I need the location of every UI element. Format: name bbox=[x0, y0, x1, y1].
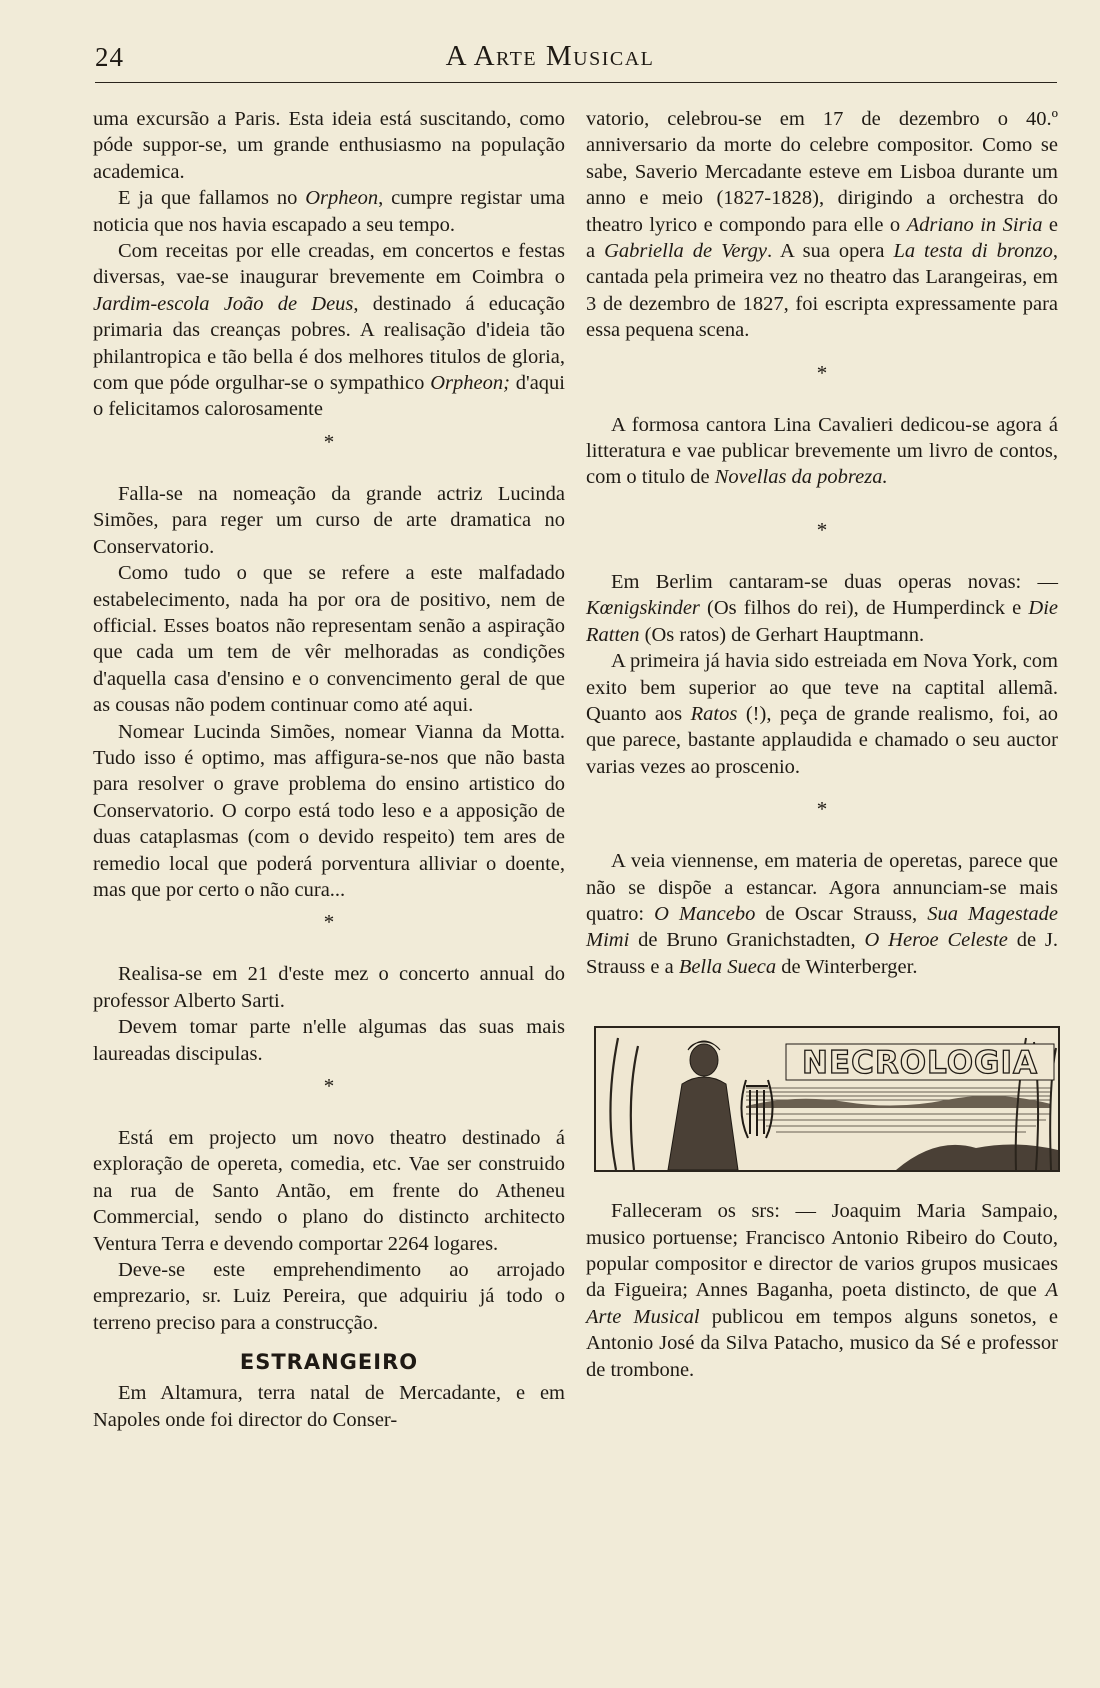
paragraph: E ja que fallamos no Orpheon, cumpre registar uma noticia que nos havia escapado a seu tempo. bbox=[93, 187, 565, 236]
paragraph: Com receitas por elle creadas, em concertos e festas diversas, vae-se inaugurar brevemente em Coimbra o Jardim-escola João de Deus, destinado á educação primaria das creanças pobres. A realisação d'ideia tão philantropica e tão bella é dos melhores titulos de gloria, com que póde orgulhar-se o sympathico Orpheon; d'aqui o felicitamos calorosamente bbox=[93, 240, 565, 421]
paragraph: A veia viennense, em materia de operetas, parece que não se dispõe a estancar. Agora annunciam-se mais quatro: O Mancebo de Oscar Strauss, Sua Magestade Mimi de Bruno Granichstadten, O Heroe Celeste de J. Strauss e a Bella Sueca de Winterberger. bbox=[586, 850, 1058, 978]
header-rule bbox=[95, 82, 1057, 83]
left-column bbox=[93, 106, 565, 1433]
paragraph: uma excursão a Paris. Esta ideia está suscitando, como póde suppor-se, um grande enthusiasmo na população academica. bbox=[93, 108, 565, 183]
paragraph: Devem tomar parte n'elle algumas das suas mais laureadas discipulas. bbox=[93, 1016, 565, 1065]
necrologia-illustration bbox=[596, 1028, 1058, 1170]
necrologia-title: NECROLOGIA bbox=[801, 1045, 1039, 1082]
section-separator: * bbox=[323, 1074, 335, 1098]
necrologia-banner bbox=[594, 1026, 1060, 1172]
section-separator: * bbox=[816, 517, 828, 542]
paragraph: Deve-se este emprehendimento ao arrojado emprezario, sr. Luiz Pereira, que adquiriu já todo o terreno preciso para a construcção. bbox=[93, 1259, 565, 1334]
paragraph: Está em projecto um novo theatro destinado á exploração de opereta, comedia, etc. Vae ser construido na rua de Santo Antão, em frente do Atheneu Commercial, sendo o plano do distincto architecto Ventura Terra e devendo comportar 2264 logares. bbox=[93, 1127, 565, 1255]
paragraph: Falla-se na nomeação da grande actriz Lucinda Simões, para reger um curso de arte dramatica no Conservatorio. bbox=[93, 482, 565, 558]
section-heading: ESTRANGEIRO bbox=[239, 1350, 419, 1375]
section-separator: * bbox=[816, 797, 828, 822]
section-separator: * bbox=[323, 910, 335, 935]
paragraph: Em Berlim cantaram-se duas operas novas: — Kœnigskinder (Os filhos do rei), de Humperdinck e Die Ratten (Os ratos) de Gerhart Hauptmann. bbox=[586, 570, 1058, 646]
section-separator: * bbox=[323, 429, 335, 454]
paragraph: vatorio, celebrou-se em 17 de dezembro o 40.º anniversario da morte do celebre compositor. Como se sabe, Saverio Mercadante esteve em Lisboa durante um anno e meio (1827-1828), dirigindo a orchestra do theatro lyrico e compondo para elle o Adriano in Siria e a Gabriella de Vergy. A sua opera La testa di bronzo, cantada pela primeira vez no theatro das Larangeiras, em 3 de dezembro de 1827, foi escripta expressamente para essa pequena scena. bbox=[586, 108, 1058, 342]
paragraph: Nomear Lucinda Simões, nomear Vianna da Motta. Tudo isso é optimo, mas affigura-se-nos que não basta para resolver o grave problema do ensino artistico do Conservatorio. O corpo está todo leso e a apposição de duas cataplasmas (com o devido respeito) tem ares de remedio local que poderá porventura alliviar o doente, mas que por certo o não cura... bbox=[93, 720, 565, 901]
paragraph: A primeira já havia sido estreiada em Nova York, com exito bem superior ao que teve na captital allemã. Quanto aos Ratos (!), peça de grande realismo, foi, ao que parece, bastante applaudida e chamado o seu auctor varias vezes ao proscenio. bbox=[586, 650, 1058, 778]
right-column bbox=[586, 106, 1058, 1383]
paragraph: Como tudo o que se refere a este malfadado estabelecimento, nada ha por ora de positivo, nem de official. Esses boatos não representam senão a aspiração que cada um tem de vêr melhoradas as condições d'aquella casa d'ensino e o convencimento geral de que as cousas não podem continuar como até aqui. bbox=[93, 562, 565, 717]
paragraph: Em Altamura, terra natal de Mercadante, e em Napoles onde foi director do Conser- bbox=[93, 1382, 565, 1431]
page-number: 24 bbox=[95, 42, 124, 72]
paragraph: Realisa-se em 21 d'este mez o concerto annual do professor Alberto Sarti. bbox=[93, 963, 565, 1012]
paragraph: Falleceram os srs: — Joaquim Maria Sampaio, musico portuense; Francisco Antonio Ribeiro do Couto, popular compositor e director de varios grupos musicaes da Figueira; Annes Baganha, poeta distincto, de que A Arte Musical publicou em tempos alguns sonetos, e Antonio José da Silva Patacho, musico da Sé e professor de trombone. bbox=[586, 1200, 1059, 1381]
section-separator: * bbox=[816, 360, 828, 385]
paragraph: A formosa cantora Lina Cavalieri dedicou-se agora á litteratura e vae publicar brevemente um livro de contos, com o titulo de Novellas da pobreza. bbox=[586, 413, 1058, 489]
running-title: A Arte Musical bbox=[445, 40, 655, 72]
